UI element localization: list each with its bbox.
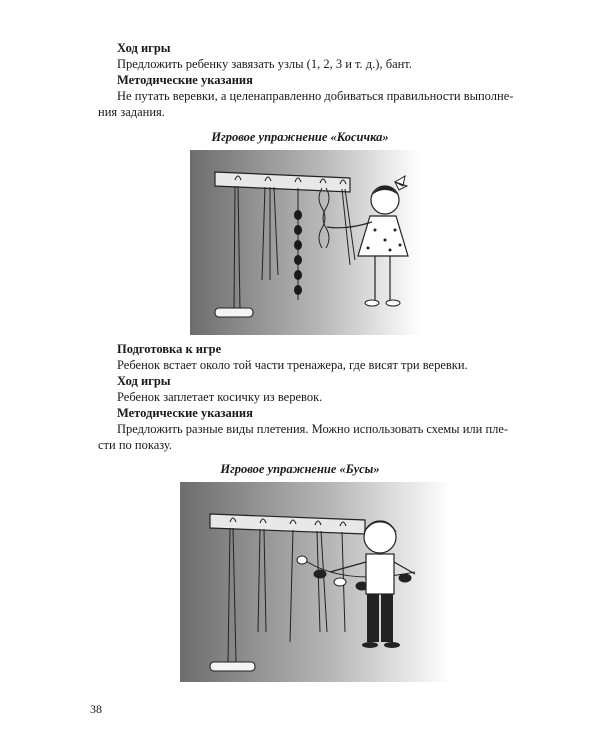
wooden-stick [210,662,255,671]
braid-illustration [190,150,420,335]
prep-text-2: Ребенок встает около той части тренажера, где висят три веревки. [117,358,468,372]
exercise-title-kosichka: Игровое упражнение «Косичка» [211,130,389,144]
method-text-2-line1: Предложить разные виды плетения. Можно использовать схемы или пле- [117,422,509,436]
method-text-1-line2: ния задания. [98,105,165,119]
wooden-stick [215,308,253,317]
heading-prep-2: Подготовка к игре [117,342,222,356]
method-text-1-line1: Не путать веревки, а целенаправленно добиваться правильности выполне- [117,89,514,103]
heading-method-2: Методические указания [117,406,253,420]
heading-game-1: Ход игры [117,41,171,55]
exercise-title-busy: Игровое упражнение «Бусы» [220,462,380,476]
heading-game-2: Ход игры [117,374,171,388]
page-number: 38 [90,702,102,716]
game-text-2: Ребенок заплетает косичку из веревок. [117,390,323,404]
game-text-1: Предложить ребенку завязать узлы (1, 2, 3 и т. д.), бант. [117,57,412,71]
heading-method-1: Методические указания [117,73,253,87]
wall-shadow [180,482,450,682]
beads-illustration [180,482,450,682]
method-text-2-line2: сти по показу. [98,438,173,452]
